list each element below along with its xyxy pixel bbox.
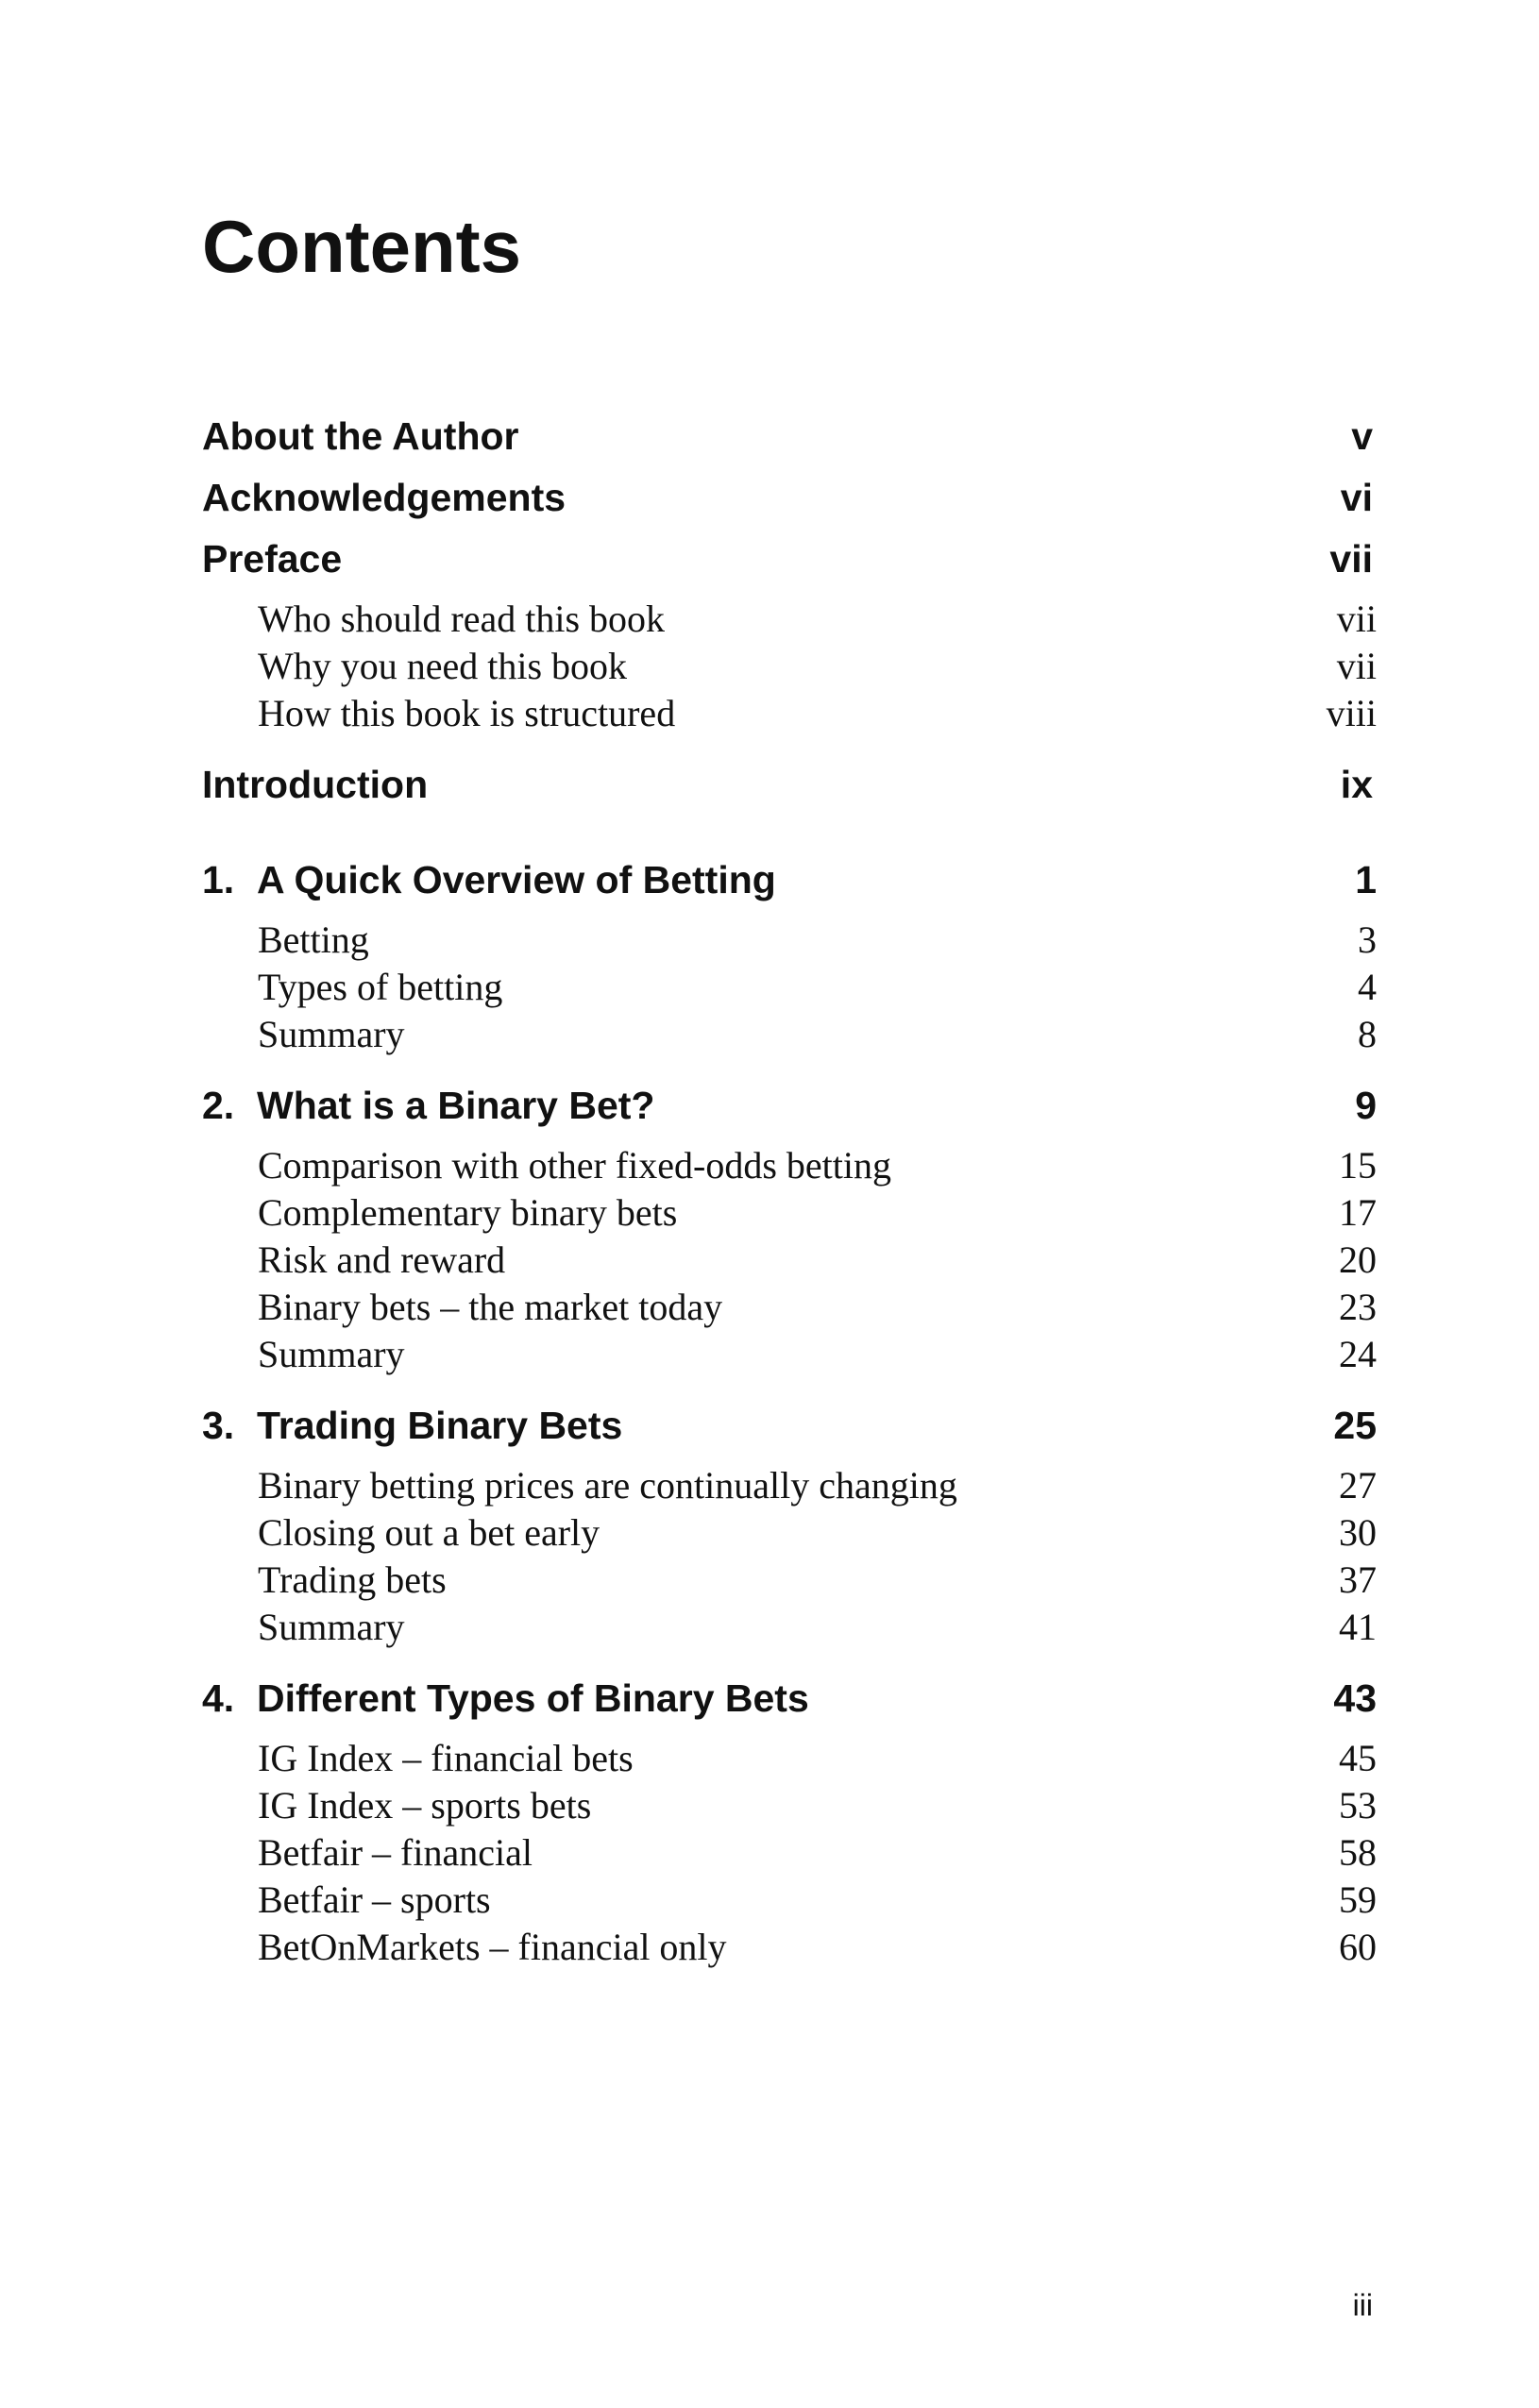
toc-chapter-page: 1 — [1355, 858, 1377, 901]
toc-entry-introduction[interactable] — [202, 754, 1377, 816]
toc-subentry-page: 23 — [1339, 1286, 1377, 1328]
toc-subentry-label: Closing out a bet early — [258, 1511, 600, 1554]
preface-subsections — [202, 596, 1377, 737]
toc-entry-page: vii — [1329, 537, 1373, 581]
toc-chapter-4[interactable] — [202, 1668, 1377, 1729]
toc-chapter-number: 3. — [202, 1404, 235, 1447]
toc-subentry-label: Betting — [258, 918, 369, 961]
toc-subentry[interactable] — [202, 917, 1377, 964]
toc-subentry[interactable] — [202, 1735, 1377, 1782]
toc-subentry[interactable] — [202, 1189, 1377, 1237]
toc-subentry-page: 53 — [1339, 1784, 1377, 1827]
toc-subentry-label: Binary bets – the market today — [258, 1286, 723, 1328]
toc-subentry-page: 37 — [1339, 1558, 1377, 1601]
toc-chapter-title: What is a Binary Bet? — [257, 1084, 655, 1127]
chapter-2-subsections — [202, 1142, 1377, 1378]
toc-entry-label: Preface — [202, 537, 343, 581]
toc-chapter-3[interactable] — [202, 1395, 1377, 1457]
toc-subentry-label: Summary — [258, 1013, 405, 1055]
toc-subentry-label: Types of betting — [258, 966, 503, 1008]
toc-chapter-number: 1. — [202, 858, 235, 901]
toc-subentry-page: 3 — [1358, 918, 1377, 961]
chapter-3-subsections — [202, 1462, 1377, 1651]
toc-chapter-label — [202, 1668, 809, 1729]
toc-chapter-title: A Quick Overview of Betting — [257, 858, 776, 901]
toc-chapter-title: Trading Binary Bets — [257, 1404, 623, 1447]
toc-chapter-1[interactable] — [202, 850, 1377, 911]
toc-subentry-page: vii — [1336, 645, 1377, 687]
toc-subentry[interactable] — [202, 1331, 1377, 1378]
toc-subentry-label: Why you need this book — [258, 645, 628, 687]
spacer — [202, 816, 1377, 850]
toc-entry-label: About the Author — [202, 414, 519, 458]
toc-subentry-label: Summary — [258, 1606, 405, 1648]
toc-subentry[interactable] — [202, 1509, 1377, 1557]
toc-subentry-page: vii — [1336, 598, 1377, 640]
toc-chapter-number: 4. — [202, 1676, 235, 1720]
toc-subentry-label: Who should read this book — [258, 598, 666, 640]
toc-entry-page: vi — [1340, 476, 1373, 519]
toc-subentry-label: Betfair – financial — [258, 1831, 533, 1874]
toc-entry-acknowledgements[interactable] — [202, 467, 1377, 529]
toc-subentry-label: BetOnMarkets – financial only — [258, 1926, 727, 1968]
toc-subentry[interactable] — [202, 1877, 1377, 1924]
toc-subentry-label: Binary betting prices are continually changing — [258, 1464, 957, 1507]
toc-subentry[interactable] — [202, 1142, 1377, 1189]
toc-subentry[interactable] — [202, 1924, 1377, 1971]
toc-subentry-page: 8 — [1358, 1013, 1377, 1055]
toc-subentry[interactable] — [202, 643, 1377, 690]
toc-chapter-2[interactable] — [202, 1075, 1377, 1137]
toc-subentry-label: IG Index – sports bets — [258, 1784, 592, 1827]
toc-subentry[interactable] — [202, 1237, 1377, 1284]
toc-entry-page: ix — [1340, 763, 1373, 806]
toc-subentry-label: Betfair – sports — [258, 1878, 491, 1921]
toc-subentry-page: 17 — [1339, 1191, 1377, 1234]
toc-entry-about-the-author[interactable] — [202, 406, 1377, 467]
toc-subentry-label: Summary — [258, 1333, 405, 1375]
toc-chapter-page: 9 — [1355, 1084, 1377, 1127]
page-number: iii — [1352, 2288, 1373, 2322]
spacer — [202, 1651, 1377, 1668]
spacer — [202, 737, 1377, 754]
toc-subentry-label: Complementary binary bets — [258, 1191, 678, 1234]
toc-subentry-page: 30 — [1339, 1511, 1377, 1554]
toc-chapter-number: 2. — [202, 1084, 235, 1127]
toc-subentry[interactable] — [202, 1782, 1377, 1829]
page-title: Contents — [202, 205, 521, 288]
toc-subentry-label: IG Index – financial bets — [258, 1737, 634, 1779]
toc-subentry[interactable] — [202, 1011, 1377, 1058]
toc-chapter-label — [202, 850, 776, 911]
toc-chapter-title: Different Types of Binary Bets — [257, 1676, 809, 1720]
toc-subentry[interactable] — [202, 1829, 1377, 1877]
toc-chapter-page: 25 — [1333, 1404, 1377, 1447]
spacer — [202, 1058, 1377, 1075]
toc-chapter-page: 43 — [1333, 1676, 1377, 1720]
toc-subentry[interactable] — [202, 964, 1377, 1011]
toc-subentry-page: 59 — [1339, 1878, 1377, 1921]
table-of-contents — [202, 406, 1377, 1971]
toc-subentry-label: Trading bets — [258, 1558, 447, 1601]
toc-subentry[interactable] — [202, 1557, 1377, 1604]
toc-subentry-page: 45 — [1339, 1737, 1377, 1779]
toc-subentry[interactable] — [202, 596, 1377, 643]
toc-subentry[interactable] — [202, 1604, 1377, 1651]
chapter-1-subsections — [202, 917, 1377, 1058]
toc-subentry-page: 60 — [1339, 1926, 1377, 1968]
spacer — [202, 1378, 1377, 1395]
toc-subentry-label: How this book is structured — [258, 692, 676, 734]
chapter-4-subsections — [202, 1735, 1377, 1971]
toc-entry-label: Introduction — [202, 763, 429, 806]
toc-subentry-page: 41 — [1339, 1606, 1377, 1648]
toc-subentry[interactable] — [202, 1284, 1377, 1331]
toc-subentry[interactable] — [202, 1462, 1377, 1509]
toc-chapter-label — [202, 1075, 654, 1137]
toc-subentry-page: 27 — [1339, 1464, 1377, 1507]
toc-entry-label: Acknowledgements — [202, 476, 567, 519]
toc-subentry-page: viii — [1326, 692, 1377, 734]
toc-subentry-page: 58 — [1339, 1831, 1377, 1874]
toc-entry-preface[interactable] — [202, 529, 1377, 590]
toc-subentry-label: Risk and reward — [258, 1238, 506, 1281]
toc-subentry-page: 15 — [1339, 1144, 1377, 1187]
toc-entry-page: v — [1351, 414, 1373, 458]
toc-subentry-page: 20 — [1339, 1238, 1377, 1281]
toc-subentry-label: Comparison with other fixed-odds betting — [258, 1144, 892, 1187]
toc-chapter-label — [202, 1395, 622, 1457]
toc-subentry-page: 4 — [1358, 966, 1377, 1008]
toc-subentry-page: 24 — [1339, 1333, 1377, 1375]
toc-subentry[interactable] — [202, 690, 1377, 737]
